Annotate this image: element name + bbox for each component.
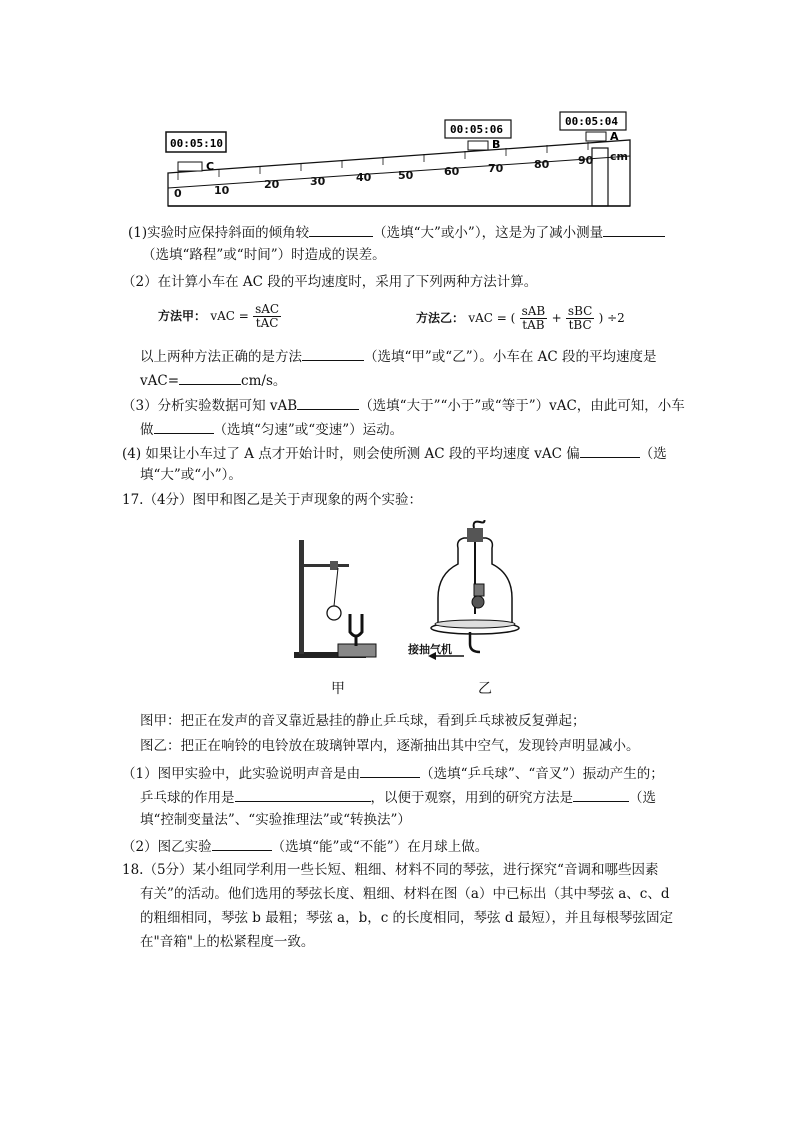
frac-num: sAC: [255, 302, 280, 316]
q16-part1-line1: [128, 222, 665, 242]
q16-p3-d: （选填“匀速”或“变速”）运动。: [213, 422, 404, 438]
q18-l2: 有关”的活动。他们选用的琴弦长度、粗细、材料在图（a）中已标出（其中琴弦 a、c、d: [140, 886, 670, 902]
timer-b: 00:05:06: [450, 123, 503, 136]
cart-b: [468, 141, 488, 150]
tick-label: 30: [310, 175, 326, 188]
frac-den: tBC: [568, 318, 592, 332]
tick-label: 60: [444, 165, 460, 178]
q17-desc-yi: [140, 737, 640, 755]
figure-jia: [286, 528, 410, 668]
label-b: B: [492, 138, 501, 151]
tick-label: 0: [174, 187, 182, 200]
method-jia-label: 方法甲：: [158, 309, 207, 323]
q18-line3: [140, 909, 673, 927]
q16-part1-line2: [142, 246, 386, 264]
timer-c: 00:05:10: [170, 137, 223, 150]
plus-sign: +: [551, 311, 562, 325]
tick-label: 40: [356, 171, 372, 184]
method-yi-lhs: vAC = (: [468, 311, 516, 325]
method-yi-fraction-2: [566, 305, 594, 332]
q16-p3-a: （3）分析实验数据可知 vAB: [122, 398, 298, 414]
q17-p1-d: ，以便于观察，用到的研究方法是: [370, 790, 573, 806]
q18-l3: 的粗细相同，琴弦 b 最粗；琴弦 a，b，c 的长度相同，琴弦 d 最短），并且每根琴弦固定: [140, 910, 674, 926]
q16-p3-c: 做: [140, 422, 154, 438]
cart-c: [178, 162, 202, 171]
q18-l4: 在"音箱"上的松紧程度一致。: [140, 934, 315, 950]
q17-heading: [122, 491, 422, 509]
frac-num: sBC: [567, 304, 593, 318]
q17-desc-jia-text: 图甲：把正在发声的音叉靠近悬挂的静止乒乓球，看到乒乓球被反复弹起；: [140, 713, 586, 729]
q18-line4: [140, 933, 314, 951]
answer-blank[interactable]: [235, 787, 371, 802]
q17-p1-b: （选填“乒乓球”、“音叉”）振动产生的；: [420, 766, 664, 782]
frac-den: tAB: [522, 318, 545, 332]
q16-p2-ans-d: cm/s。: [241, 373, 287, 389]
timer-a: 00:05:04: [565, 115, 618, 128]
ramp-support: [592, 148, 608, 206]
q17-part1-line3: [140, 811, 411, 829]
method-jia: [158, 296, 281, 336]
method-yi: [416, 298, 625, 338]
q16-p1-b: （选填“大”或小”），这是为了减小测量: [373, 225, 604, 241]
q16-p4-a: (4) 如果让小车过了 A 点才开始计时，则会使所测 AC 段的平均速度 vAC 偏: [122, 446, 580, 462]
tick-label: 10: [214, 184, 230, 197]
method-yi-fraction-1: [520, 305, 548, 332]
caption-yi: 乙: [478, 681, 492, 697]
q16-p4-c: 填“大”或“小”）。: [140, 467, 242, 483]
q17-part1-line2: [140, 787, 656, 807]
unit-label: cm: [610, 150, 628, 163]
q16-p2-ans-b: （选填“甲”或“乙”）。小车在 AC 段的平均速度是: [364, 349, 657, 365]
tick-label: 90: [578, 154, 594, 167]
q16-p2-ans-c: vAC=: [140, 373, 180, 389]
answer-blank[interactable]: [309, 222, 373, 237]
q16-p1-c: （选填“路程”或“时间”）时造成的误差。: [142, 247, 386, 263]
method-jia-lhs: vAC =: [210, 309, 249, 323]
method-yi-label: 方法乙：: [416, 311, 465, 325]
q16-p4-b: （选: [639, 446, 667, 462]
q16-part2-answer: [140, 346, 657, 366]
tick-label: 50: [398, 169, 414, 182]
tick-label: 80: [534, 158, 550, 171]
q17-desc-jia: [140, 712, 586, 730]
answer-blank[interactable]: [573, 787, 629, 802]
answer-blank[interactable]: [297, 395, 359, 410]
q16-p1-a: (1)实验时应保持斜面的倾角较: [128, 225, 310, 241]
electric-bell: [472, 596, 484, 608]
tuning-fork: [350, 614, 362, 636]
q17-p1-c: 乒乓球的作用是: [140, 790, 235, 806]
pump-label-text: 接抽气机: [408, 643, 452, 656]
label-c: C: [206, 160, 215, 173]
q17-part2: [122, 836, 488, 856]
q17-p2-b: （选填“能”或“不能”）在月球上做。: [271, 839, 489, 855]
q16-part3-line1: [122, 395, 685, 415]
answer-blank[interactable]: [603, 222, 665, 237]
answer-blank[interactable]: [179, 370, 241, 385]
frac-den: tAC: [255, 316, 279, 330]
answer-blank[interactable]: [580, 443, 640, 458]
q17-desc-yi-text: 图乙：把正在响铃的电铃放在玻璃钟罩内，逐渐抽出其中空气，发现铃声明显减小。: [140, 738, 640, 754]
caption-jia: 甲: [331, 681, 345, 697]
q18-line1: [122, 861, 658, 879]
frac-num: sAB: [521, 304, 546, 318]
q18-l1: 18.（5分）某小组同学利用一些长短、粗细、材料不同的琴弦，进行探究“音调和哪些因素: [122, 862, 659, 878]
tick-label: 70: [488, 162, 504, 175]
answer-blank[interactable]: [212, 836, 272, 851]
q16-part2: [122, 273, 537, 291]
q17-p1-f: 填“控制变量法”、“实验推理法”或“转换法”）: [140, 812, 411, 828]
cart-a: [586, 132, 606, 141]
q16-part4-line2: [140, 466, 242, 484]
q16-part4-line1: [122, 443, 667, 463]
tick-label: 20: [264, 178, 280, 191]
pump-label: [408, 641, 452, 659]
ping-pong-ball: [327, 606, 341, 620]
answer-blank[interactable]: [360, 763, 420, 778]
q16-p2-ans-a: 以上两种方法正确的是方法: [140, 349, 302, 365]
method-yi-tail: ) ÷2: [598, 311, 625, 325]
label-a: A: [610, 130, 619, 143]
q17-part1-line1: [122, 763, 664, 783]
q16-part3-line2: [140, 419, 403, 439]
q17-p2-a: （2）图乙实验: [122, 839, 212, 855]
q17-p1-a: （1）图甲实验中，此实验说明声音是由: [122, 766, 361, 782]
answer-blank[interactable]: [302, 346, 364, 361]
ramp-figure: [160, 108, 640, 210]
method-jia-fraction: [253, 303, 281, 330]
q16-p2: （2）在计算小车在 AC 段的平均速度时，采用了下列两种方法计算。: [122, 274, 538, 290]
q18-line2: [140, 885, 670, 903]
q16-p3-b: （选填“大于”“小于”或“等于”）vAC，由此可知，小车: [359, 398, 685, 414]
q17-p1-e: （选: [629, 790, 656, 806]
q16-part2-answer-2: [140, 370, 286, 390]
q17-head: 17.（4分）图甲和图乙是关于声现象的两个实验：: [122, 492, 423, 508]
answer-blank[interactable]: [154, 419, 214, 434]
